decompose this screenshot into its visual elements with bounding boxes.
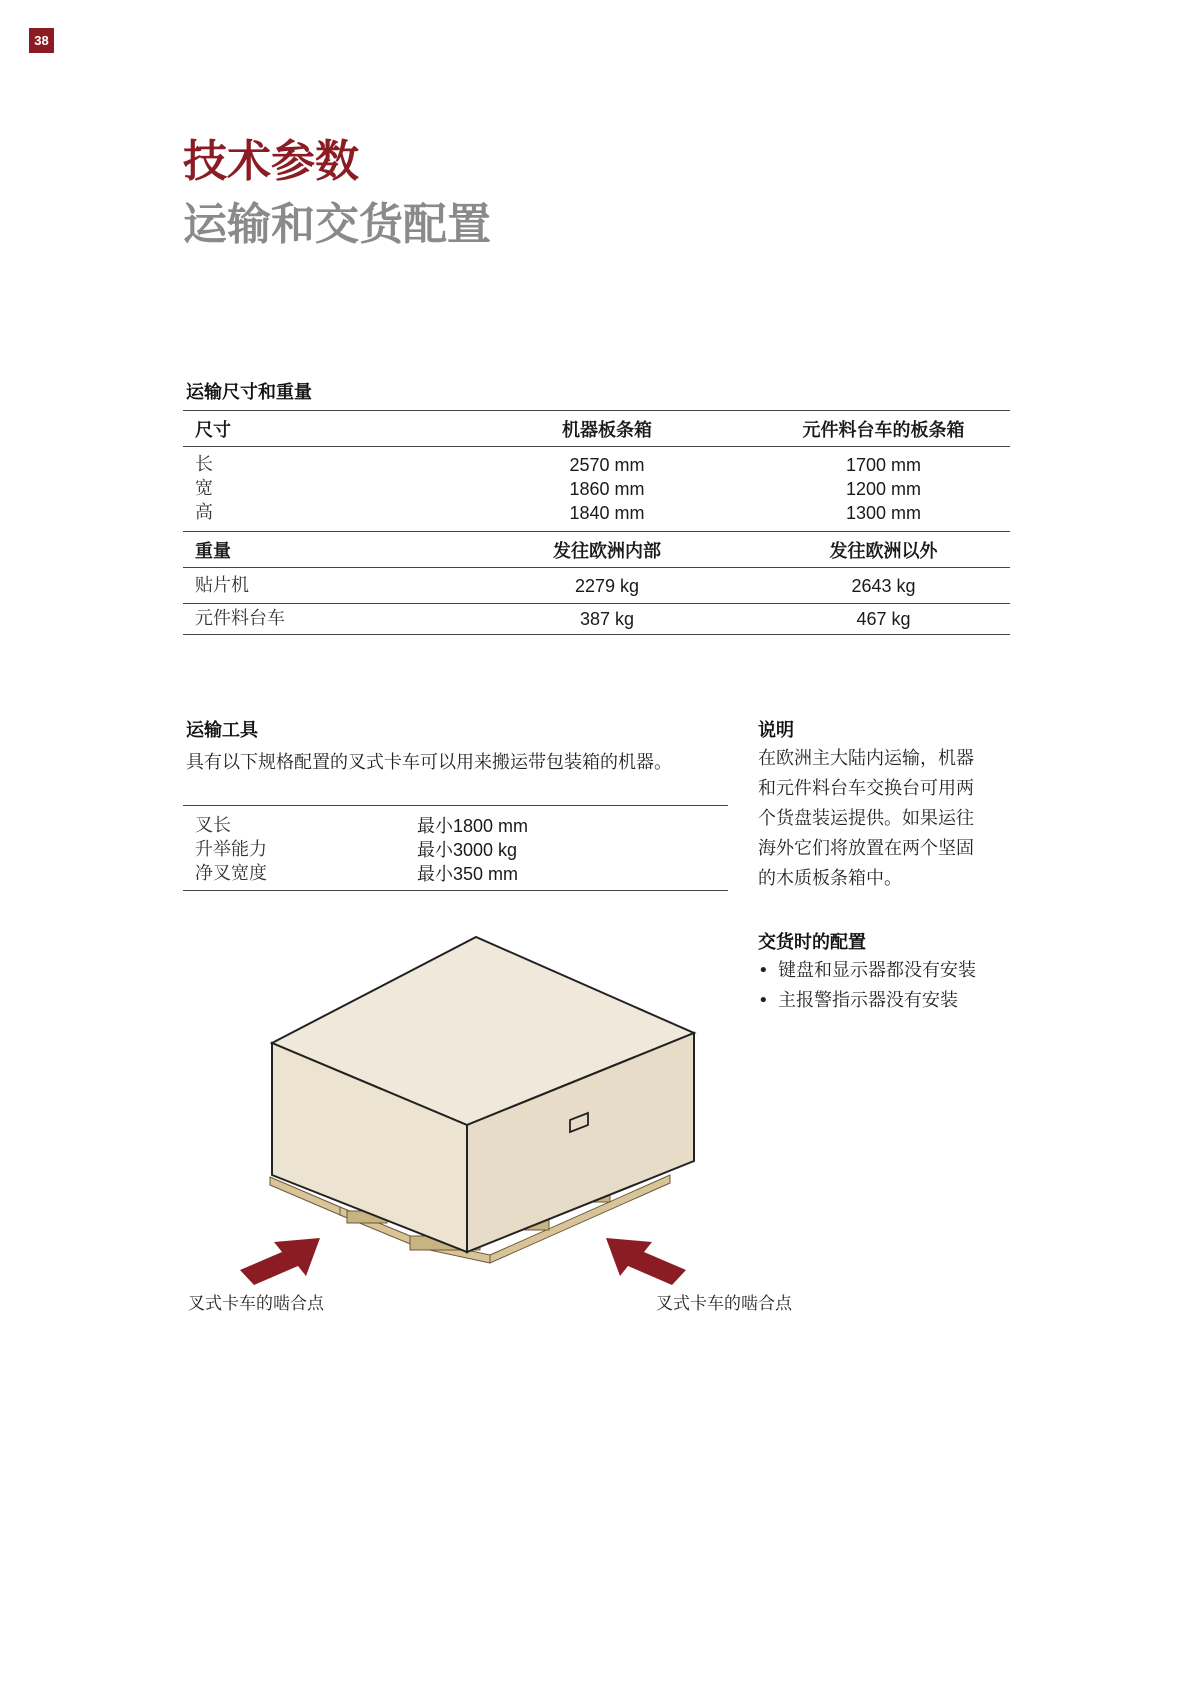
machine-width: 1860 mm [569, 479, 645, 499]
weight-header-outside: 发往欧洲以外 [829, 540, 938, 562]
crate-illustration [230, 930, 710, 1290]
fork-clearance-value: 最小350 mm [417, 864, 519, 884]
weight-machine-outside: 2643 kg [851, 575, 916, 596]
dimension-header-machine: 机器板条箱 [562, 419, 652, 441]
fork-clearance-label: 净叉宽度 [195, 863, 267, 884]
weight-header-inside: 发往欧洲内部 [553, 540, 661, 562]
note-line: 个货盘装运提供。如果运往 [758, 808, 974, 829]
forklift-spec-values [417, 814, 528, 886]
dimension-label-length: 长 [195, 454, 213, 475]
caption-right: 叉式卡车的啮合点 [656, 1294, 792, 1314]
page-subtitle: 运输和交货配置 [183, 199, 491, 250]
note-body [758, 744, 1010, 894]
dimension-label-width: 宽 [195, 478, 213, 499]
trolley-width: 1200 mm [845, 479, 922, 499]
forklift-spec-table [183, 805, 728, 891]
page-title: 技术参数 [183, 136, 359, 187]
weight-trolley-inside: 387 kg [579, 609, 635, 629]
note-line: 在欧洲主大陆内运输，机器 [758, 748, 974, 769]
dimension-label-height: 高 [195, 502, 213, 523]
weight-label-trolley: 元件料台车 [195, 608, 285, 629]
note-line: 海外它们将放置在两个坚固 [758, 838, 974, 859]
transport-heading: 运输工具 [186, 720, 258, 741]
machine-crate-dimensions [457, 453, 757, 525]
caption-left: 叉式卡车的啮合点 [188, 1294, 324, 1314]
note-line: 的木质板条箱中。 [758, 868, 902, 889]
delivery-item-alarm: • 主报警指示器没有安装 [758, 986, 976, 1016]
delivery-list [758, 956, 976, 1016]
weight-header-label: 重量 [195, 540, 231, 562]
dimension-values-row [183, 447, 1010, 532]
weight-header-row [183, 532, 1010, 568]
weight-row-machine [183, 568, 1010, 604]
dimension-header-label: 尺寸 [195, 419, 231, 441]
page-number-badge: 38 [29, 28, 54, 53]
weight-label-machine: 贴片机 [195, 574, 249, 596]
forklift-arrow-right-icon [606, 1238, 686, 1285]
note-line: 和元件料台车交换台可用两 [758, 778, 974, 799]
fork-length-value: 最小1800 mm [417, 816, 529, 836]
forklift-spec-labels [195, 814, 417, 886]
machine-length: 2570 mm [569, 455, 645, 475]
trolley-crate-dimensions [757, 453, 1010, 525]
trolley-height: 1300 mm [845, 503, 922, 523]
trolley-length: 1700 mm [845, 455, 922, 475]
transport-intro: 具有以下规格配置的叉式卡车可以用来搬运带包装箱的机器。 [186, 752, 672, 773]
weight-trolley-outside: 467 kg [856, 609, 911, 629]
fork-length-label: 叉长 [195, 815, 231, 836]
dimension-header-trolley: 元件料台车的板条箱 [802, 419, 965, 441]
delivery-item-keyboard: • 键盘和显示器都没有安装 [758, 956, 976, 986]
lift-capacity-value: 最小3000 kg [417, 840, 518, 860]
forklift-arrow-left-icon [240, 1238, 320, 1285]
machine-height: 1840 mm [569, 503, 645, 523]
lift-capacity-label: 升举能力 [195, 839, 267, 860]
dimension-labels [183, 453, 457, 525]
weight-row-trolley [183, 604, 1010, 635]
dimension-header-row [183, 410, 1010, 447]
shipping-heading: 运输尺寸和重量 [186, 382, 312, 403]
weight-machine-inside: 2279 kg [574, 575, 640, 596]
shipping-spec-table [183, 410, 1010, 635]
delivery-heading: 交货时的配置 [758, 932, 866, 953]
note-heading: 说明 [758, 720, 794, 741]
